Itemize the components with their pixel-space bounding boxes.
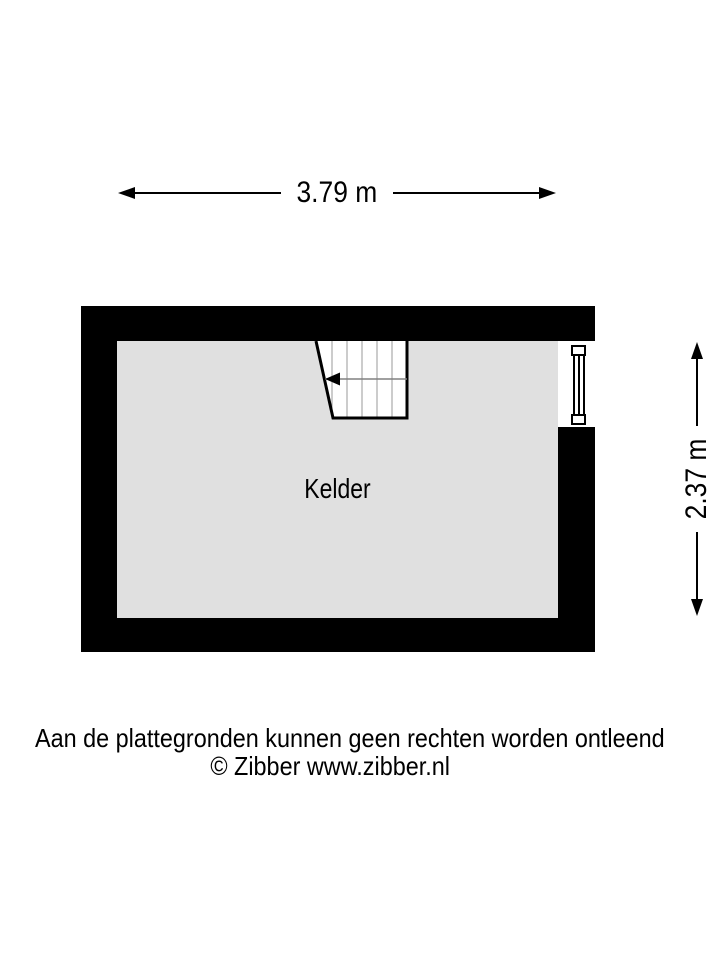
dimension-line [696,359,698,426]
width-dimension [118,176,556,209]
disclaimer-text: Aan de plattegronden kunnen geen rechten worden ontleend [34,723,665,753]
room-label: Kelder [304,473,371,504]
height-dimension-label-box [680,426,713,532]
dimension-line [135,192,281,194]
height-dimension [680,342,713,616]
width-dimension-label: 3.79 m [296,176,378,209]
window-frame-cap-bottom [571,414,586,425]
dimension-arrow-left-icon [118,187,135,199]
window [558,341,595,427]
dimension-arrow-right-icon [539,187,556,199]
height-dimension-label: 2.37 m [680,438,713,520]
window-glass-line [573,353,575,416]
dimension-arrow-down-icon [691,599,703,616]
dimension-line [393,192,539,194]
footer [0,723,665,781]
window-glass-line [583,353,585,416]
copyright-text: © Zibber www.zibber.nl [210,751,450,781]
window-frame-cap-top [571,345,586,356]
dimension-arrow-up-icon [691,342,703,359]
dimension-line [696,532,698,599]
stairs [300,341,415,421]
window-glass-line [578,353,580,416]
